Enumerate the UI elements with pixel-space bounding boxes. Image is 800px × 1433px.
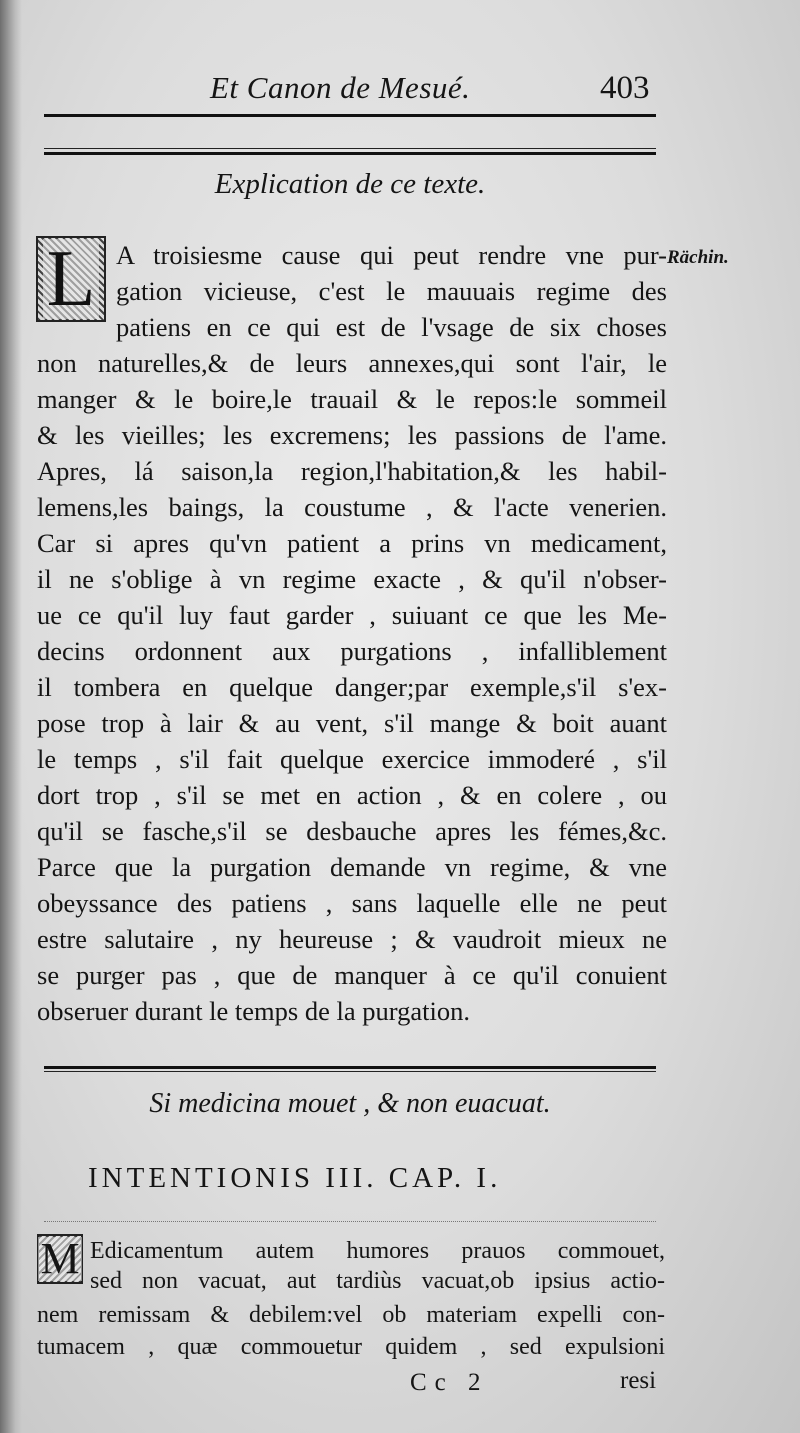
text-line: & les vieilles; les excremens; les passions de l'ame. bbox=[37, 420, 667, 450]
text-line: gation vicieuse, c'est le mauuais regime des bbox=[116, 276, 667, 306]
decorated-initial-l bbox=[36, 236, 106, 322]
text-line: dort trop , s'il se met en action , & en colere , ou bbox=[37, 780, 667, 810]
text-line: obeyssance des patiens , sans laquelle elle ne peut bbox=[37, 888, 667, 918]
text-line: A troisiesme cause qui peut rendre vne pur- bbox=[116, 240, 667, 270]
text-line: le temps , s'il fait quelque exercice immoderé , s'il bbox=[37, 744, 667, 774]
text-line: il ne s'oblige à vn regime exacte , & qu'il n'obser- bbox=[37, 564, 667, 594]
header-rule-double bbox=[44, 148, 656, 149]
text-line: il tombera en quelque danger;par exemple,s'il s'ex- bbox=[37, 672, 667, 702]
text-line: Edicamentum autem humores prauos commouet, bbox=[90, 1238, 665, 1264]
header-rule bbox=[44, 152, 656, 155]
chapter-heading: INTENTIONIS III. CAP. I. bbox=[88, 1162, 502, 1194]
section-rule bbox=[44, 1066, 656, 1069]
page-gutter-shadow bbox=[0, 0, 22, 1433]
section-rule-double bbox=[44, 1071, 656, 1072]
latin-title: Si medicina mouet , & non euacuat. bbox=[149, 1088, 551, 1119]
text-line: pose trop à lair & au vent, s'il mange & boit auant bbox=[37, 708, 667, 738]
text-line: non naturelles,& de leurs annexes,qui sont l'air, le bbox=[37, 348, 667, 378]
text-line: nem remissam & debilem:vel ob materiam expelli con- bbox=[37, 1302, 665, 1328]
text-line: Car si apres qu'vn patient a prins vn medicament, bbox=[37, 528, 667, 558]
catchword: resi bbox=[620, 1367, 657, 1394]
text-line: qu'il se fasche,s'il se desbauche apres les fémes,&c. bbox=[37, 816, 667, 846]
text-line: ue ce qu'il luy faut garder , suiuant ce que les Me- bbox=[37, 600, 667, 630]
running-head: Et Canon de Mesué. bbox=[210, 70, 471, 105]
text-line: Parce que la purgation demande vn regime, & vne bbox=[37, 852, 667, 882]
margin-note: Rächin. bbox=[667, 247, 729, 268]
initial-letter: L bbox=[43, 239, 100, 319]
signature-mark: Cc 2 bbox=[410, 1369, 489, 1396]
text-line: estre salutaire , ny heureuse ; & vaudroit mieux ne bbox=[37, 924, 667, 954]
text-line: Apres, lá saison,la region,l'habitation,& les habil- bbox=[37, 456, 667, 486]
initial-letter: M bbox=[40, 1234, 80, 1283]
section-title: Explication de ce texte. bbox=[214, 168, 486, 200]
text-line: decins ordonnent aux purgations , infalliblement bbox=[37, 636, 667, 666]
chapter-rule bbox=[44, 1221, 656, 1222]
text-line: tumacem , quæ commouetur quidem , sed expulsioni bbox=[37, 1334, 665, 1360]
text-line: sed non vacuat, aut tardiùs vacuat,ob ipsius actio- bbox=[90, 1268, 665, 1294]
text-line: manger & le boire,le trauail & le repos:le sommeil bbox=[37, 384, 667, 414]
decorated-initial-m bbox=[37, 1234, 83, 1284]
top-rule bbox=[44, 114, 656, 117]
text-line: se purger pas , que de manquer à ce qu'il conuient bbox=[37, 960, 667, 990]
text-line: obseruer durant le temps de la purgation. bbox=[37, 996, 470, 1026]
text-line: patiens en ce qui est de l'vsage de six choses bbox=[116, 312, 667, 342]
text-line: lemens,les baings, la coustume , & l'acte venerien. bbox=[37, 492, 667, 522]
page-number: 403 bbox=[600, 70, 650, 106]
